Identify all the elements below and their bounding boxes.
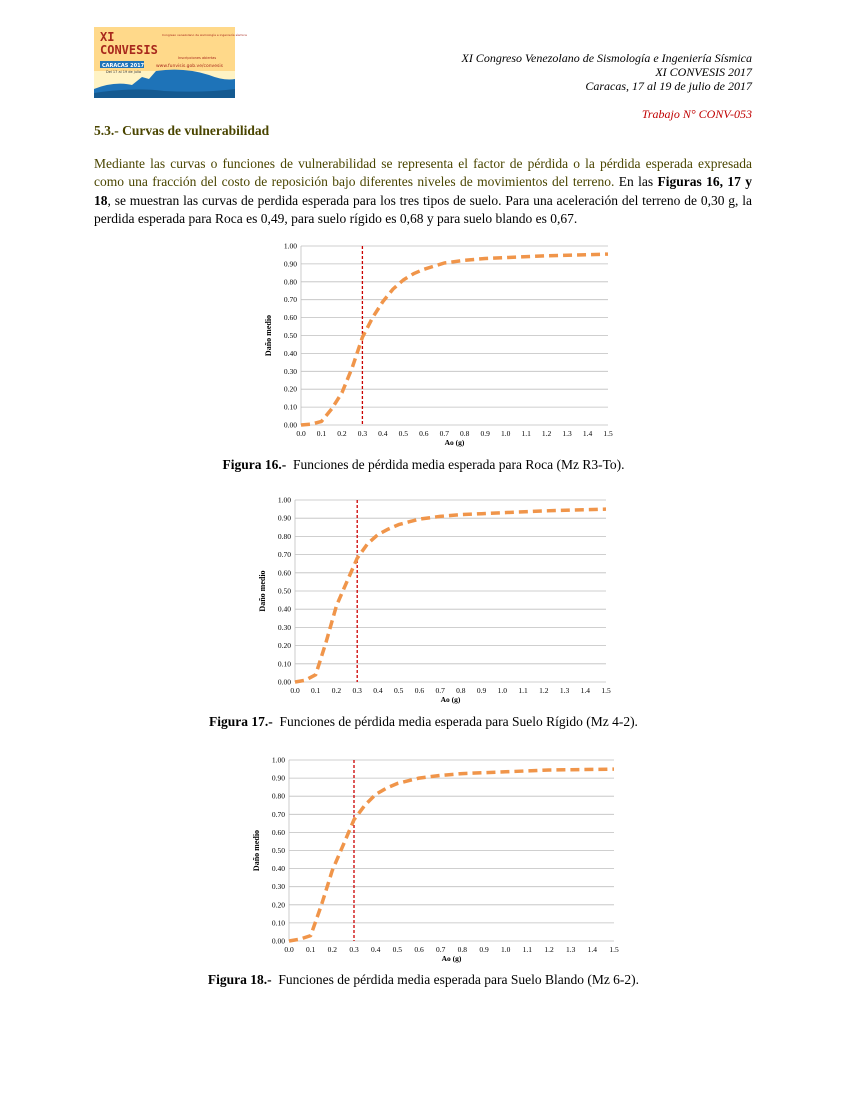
svg-text:Inscripciones abiertas: Inscripciones abiertas: [178, 56, 217, 60]
figure-18-text: Funciones de pérdida media esperada para Suelo Blando (Mz 6-2).: [278, 972, 640, 987]
loss-curve: [289, 769, 614, 941]
x-tick-label: 0.5: [392, 945, 403, 954]
convesis-logo: [94, 27, 247, 98]
y-axis-label: Daño medio: [252, 829, 261, 872]
figure-17-chart: [244, 492, 616, 710]
section-title: 5.3.- Curvas de vulnerabilidad: [94, 123, 270, 138]
y-tick-label: 1.00: [283, 241, 297, 251]
y-axis-label: Daño medio: [258, 570, 267, 612]
y-tick-label: 0.90: [283, 259, 297, 269]
x-tick-label: 0.9: [479, 945, 489, 954]
x-tick-label: 0.9: [476, 686, 487, 695]
x-tick-label: 1.3: [565, 945, 576, 954]
y-tick-label: 0.40: [271, 864, 285, 874]
header-congress: XI Congreso Venezolano de Sismología e Ingeniería Sísmica: [461, 51, 752, 65]
y-tick-label: 0.20: [271, 900, 285, 910]
x-axis-label: Ao (g): [444, 438, 465, 447]
y-tick-label: 0.20: [277, 641, 291, 651]
loss-curve: [301, 254, 608, 425]
x-tick-label: 0.6: [414, 945, 424, 954]
x-tick-label: 0.2: [337, 429, 347, 438]
x-tick-label: 1.2: [544, 945, 554, 954]
x-tick-label: 1.3: [562, 429, 572, 438]
svg-text:Del 17 al 19 de julio: Del 17 al 19 de julio: [106, 70, 142, 74]
paragraph-text: En las: [614, 174, 658, 190]
x-tick-label: 0.3: [357, 429, 368, 438]
gridlines: [289, 760, 614, 941]
x-tick-label: 1.2: [539, 686, 549, 695]
body-paragraph: [94, 155, 752, 228]
x-tick-label: 0.6: [419, 429, 429, 438]
y-tick-label: 0.80: [283, 277, 297, 287]
gridlines: [295, 500, 606, 682]
x-tick-label: 1.5: [609, 945, 619, 954]
y-tick-label: 0.60: [271, 827, 285, 837]
figure-18-caption: [0, 972, 847, 988]
svg-text:XI: XI: [100, 30, 115, 44]
x-tick-label: 1.1: [521, 429, 531, 438]
x-tick-label: 1.4: [582, 429, 593, 438]
x-tick-label: 0.8: [460, 429, 470, 438]
figure-18-chart: [242, 752, 622, 970]
y-tick-label: 0.80: [271, 791, 285, 801]
y-tick-label: 0.90: [271, 773, 285, 783]
x-tick-label: 0.4: [378, 429, 388, 438]
x-tick-label: 0.0: [284, 945, 294, 954]
x-tick-label: 0.7: [439, 429, 449, 438]
gridlines: [301, 246, 608, 425]
y-tick-label: 1.00: [271, 755, 285, 765]
x-tick-label: 0.5: [398, 429, 409, 438]
running-header: [461, 51, 752, 93]
x-tick-label: 0.1: [316, 429, 327, 438]
x-tick-label: 0.1: [311, 686, 321, 695]
figure-17-caption: [0, 714, 847, 730]
x-tick-label: 0.1: [305, 945, 316, 954]
x-tick-label: 1.4: [580, 686, 590, 695]
x-tick-label: 1.4: [587, 945, 598, 954]
y-tick-label: 1.00: [277, 495, 291, 505]
y-tick-label: 0.00: [277, 677, 291, 687]
header-edition: XI CONVESIS 2017: [655, 65, 752, 79]
y-tick-label: 0.80: [277, 531, 291, 541]
figure-16-chart: [248, 238, 618, 453]
y-tick-label: 0.60: [283, 313, 297, 323]
x-tick-label: 0.7: [435, 945, 446, 954]
y-tick-label: 0.90: [277, 513, 291, 523]
y-tick-label: 0.00: [271, 936, 285, 946]
x-tick-label: 1.5: [603, 429, 613, 438]
x-tick-label: 0.4: [373, 686, 383, 695]
x-tick-label: 1.0: [500, 945, 511, 954]
x-tick-label: 1.5: [601, 686, 611, 695]
paragraph-figure-ref: Figuras 16, 17 y 18: [94, 174, 752, 208]
x-axis-label: Ao (g): [441, 954, 462, 963]
figure-16-caption: [0, 457, 847, 473]
figure-17-text: Funciones de pérdida media esperada para Suelo Rígido (Mz 4-2).: [279, 714, 638, 729]
x-tick-label: 1.1: [522, 945, 533, 954]
x-tick-label: 0.9: [480, 429, 490, 438]
x-tick-label: 0.8: [456, 686, 466, 695]
paper-number: Trabajo N° CONV-053: [641, 107, 752, 121]
y-tick-label: 0.10: [277, 659, 291, 669]
x-tick-label: 0.4: [370, 945, 381, 954]
x-tick-label: 0.2: [327, 945, 338, 954]
x-tick-label: 0.0: [290, 686, 300, 695]
x-tick-label: 1.3: [559, 686, 570, 695]
y-tick-label: 0.50: [277, 586, 291, 596]
figure-17-label: Figura 17.-: [209, 714, 273, 729]
y-tick-label: 0.70: [283, 295, 297, 305]
y-tick-label: 0.60: [277, 568, 291, 578]
svg-text:CONVESIS: CONVESIS: [100, 43, 158, 57]
x-tick-label: 0.6: [414, 686, 425, 695]
x-tick-label: 0.7: [435, 686, 445, 695]
header-dates: Caracas, 17 al 19 de julio de 2017: [585, 79, 752, 93]
y-tick-label: 0.20: [283, 384, 297, 394]
x-tick-label: 0.0: [296, 429, 306, 438]
x-tick-label: 1.2: [541, 429, 552, 438]
y-tick-label: 0.40: [283, 348, 297, 358]
paragraph-intro: Mediante las curvas o funciones de vulnerabilidad se representa el factor de pérdida o la pérdida esperada expresada como una fracción del costo de reposición bajo diferentes niveles de movimientos del terreno.: [94, 156, 752, 190]
y-tick-label: 0.70: [277, 550, 291, 560]
x-tick-label: 1.1: [518, 686, 528, 695]
x-tick-label: 1.0: [500, 429, 511, 438]
svg-text:Congreso venezolano de sismolo: Congreso venezolano de sismología e ingeniería sísmica: [162, 33, 247, 37]
loss-curve: [295, 509, 606, 682]
y-tick-label: 0.30: [271, 882, 285, 892]
y-tick-label: 0.50: [283, 331, 297, 340]
x-tick-label: 1.0: [497, 686, 508, 695]
paragraph-text-2: , se muestran las curvas de perdida esperada para los tres tipos de suelo. Para una aceleración del terreno de 0,30 g, la perdida esperada para Roca es 0,49, para suelo rígido es 0,68 y para suelo blando es 0,67.: [94, 192, 752, 226]
x-tick-label: 0.5: [393, 686, 404, 695]
y-axis-label: Daño medio: [264, 314, 273, 357]
y-tick-label: 0.70: [271, 809, 285, 819]
figure-16-text: Funciones de pérdida media esperada para Roca (Mz R3-To).: [292, 457, 625, 472]
svg-text:CARACAS 2017: CARACAS 2017: [102, 63, 145, 69]
figure-18-label: Figura 18.-: [207, 972, 272, 987]
x-tick-label: 0.8: [457, 945, 468, 954]
figure-16-label: Figura 16.-: [222, 457, 287, 472]
y-tick-label: 0.10: [283, 402, 297, 412]
svg-text:www.funvisis.gob.ve/convesis: www.funvisis.gob.ve/convesis: [156, 64, 223, 69]
x-tick-label: 0.3: [349, 945, 359, 954]
y-tick-label: 0.50: [271, 846, 285, 855]
x-tick-label: 0.3: [352, 686, 362, 695]
y-tick-label: 0.30: [277, 622, 291, 632]
y-tick-label: 0.10: [271, 918, 285, 928]
x-axis-label: Ao (g): [440, 695, 461, 704]
y-tick-label: 0.00: [283, 420, 297, 430]
x-tick-label: 0.2: [331, 686, 342, 695]
y-tick-label: 0.40: [277, 604, 291, 614]
y-tick-label: 0.30: [283, 366, 297, 376]
